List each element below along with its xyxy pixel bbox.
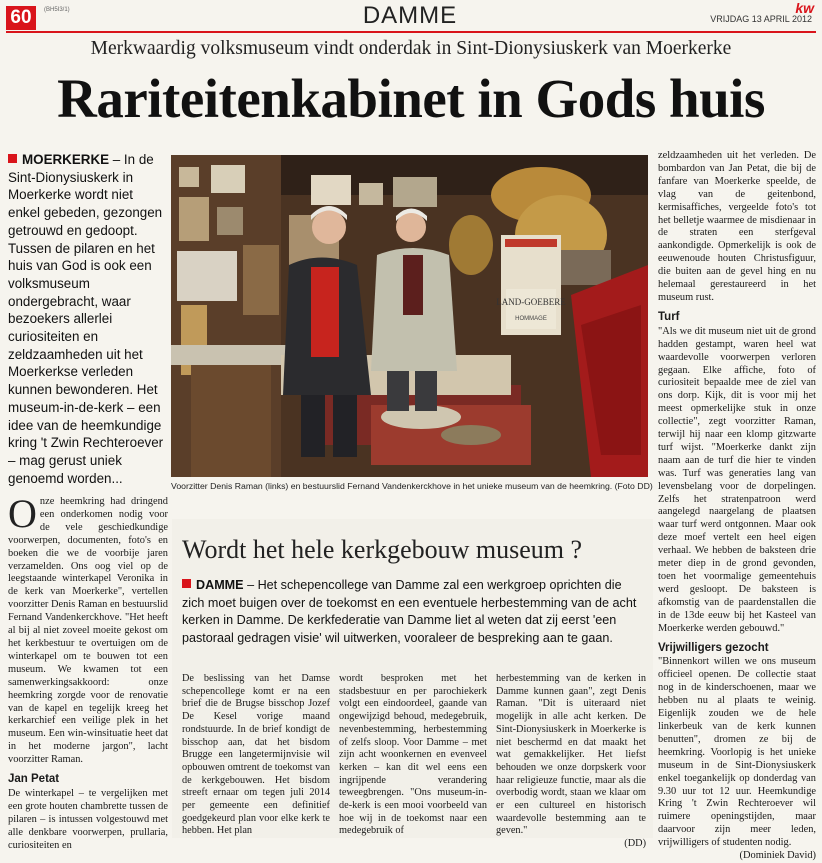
article-left-column: [8, 491, 168, 852]
page-number: 60: [6, 6, 36, 30]
subhead-vrijwilligers: Vrijwilligers gezocht: [658, 641, 769, 654]
poster-land-goebere: LAND-GOEBERE: [496, 297, 566, 307]
header-rule: [6, 31, 816, 33]
box-column-3: [496, 673, 646, 851]
box-title: Wordt het hele kerkgebouw museum ?: [182, 535, 583, 564]
box-lead: [182, 577, 644, 647]
box-byline: (DD): [624, 838, 646, 850]
section-title: DAMME: [362, 2, 458, 29]
issue-date: VRIJDAG 13 APRIL 2012: [710, 14, 812, 24]
box-lead-text: – Het schepencollege van Damme zal een werkgroep oprichten die zich moet buigen over de toekomst en een eventuele herbestemming van de acht kerken in Damme. De kerkfederatie van Damme liet al weten dat zij eerst 'een pastoraal gedragen visie' wil uitwerken, vooraleer de bespreking aan te gaan.: [182, 578, 637, 645]
box-column-1: De beslissing van het Damse schepencollege komt er na een brief die de Brugse bisschop Jozef De Kesel vorige maand rondstuurde. In de brief kondigt de bisschop aan, dat het bisdom Brugge een langetermijnvisie wil opbouwen omtrent de toekomst van de kerkgebouwen. Het bisdom streeft ernaar om tegen juli 2014 per gemeente een definitief goedgekeurd plan voor elke kerk te hebben. Het plan: [182, 673, 330, 837]
box-lead-location: DAMME: [196, 578, 244, 592]
red-square-icon: [8, 154, 17, 163]
drop-cap: O: [8, 491, 37, 536]
red-square-icon: [182, 579, 191, 588]
photo-illustration: [171, 155, 648, 477]
article-headline: Rariteitenkabinet in Gods huis: [57, 68, 765, 129]
right-paragraph-2: "Als we dit museum niet uit de grond hadden gestampt, waren heel wat waardevolle voorwerpen verloren gegaan. Elke affiche, foto of curiositeit bepaalde mee de ziel van ons dorp. Kijk, dit is voor mij het meest opmerkelijke stuk in onze collectie", zegt voorzitter Raman, terwijl hij naar een klomp gitzwarte turf wijst. "Moerkerke dankt zijn naam aan de turf die hier te vinden was. Turf was generaties lang van levensbelang voor de dorpelingen. Zelfs het stratenpatroon werd aangelegd naargelang de plaatsen waar turf werd ontgonnen. Maar ook deze moef vertelt een heel eigen verhaal. We hebben de baksteen drie meter diep in de grond gevonden, toen het voormalige gemeentehuis werd gesloopt. De baksteen is afkomstig van de paardenstallen die in de 13de eeuw bij het Kasteel van Moerkerke werden gebouwd.": [658, 325, 816, 634]
left-paragraph-1: [8, 491, 168, 767]
box-column-2: wordt besproken met het stadsbestuur en per parochiekerk volgt een eindoordeel, gaande van ongewijzigd behoud, medegebruik, nevenbestemming, herbestemming of zelfs sloop. Voor Damme – met zijn acht woonkernen en evenveel kerken – kan dit wel eens een ingrijpende verandering teweegbrengen. "Ons museum-in-de-kerk is een mooi voorbeeld van hoe wij in de toekomst naar een medegebruik of: [339, 673, 487, 837]
lead-location: MOERKERKE: [22, 152, 110, 167]
right-paragraph-3: "Binnenkort willen we ons museum officieel openen. De collectie staat nog in de kinderschoenen, maar we hebben nu al plaats te weinig. Eigenlijk zouden we de hele linkerbeuk van de kerk kunnen benutten", dromen ze bij de heemkring. Voorlopig is het unieke museum in de Sint-Dionysiuskerk enkel toegankelijk op donderdag van 9.30 uur tot 12 uur. Heemkundige Kring 't Zwin Rechteroever wil ruimere openingstijden, maar daarvoor zijn meer leden, vrijwilligers of studenten nodig.: [658, 656, 816, 849]
left-paragraph-2: De winterkapel – te vergelijken met een grote houten chambrette tussen de pilaren – is intussen volgestouwd met alle denkbare voorwerpen, prullaria, curiositeiten en: [8, 787, 168, 851]
box-column-3-text: herbestemming van de kerken in Damme kunnen gaan", zegt Denis Raman. "Dit is uiteraard niet mogelijk in alle acht kerken. De Sint-Dionysiuskerk in Moerkerke is niet beschermd en dat maakt het wat gemakkelijker. Het liefst behouden we onze dorpskerk voor haar religieuze functie, maar als die overbodig wordt, staan we klaar om er een cultureel en historisch waardevolle bestemming aan te geven.": [496, 673, 646, 837]
kw-logo: kw: [795, 0, 814, 16]
photo-caption: Voorzitter Denis Raman (links) en bestuurslid Fernand Vandenkerckhove in het unieke museum van de heemkring. (Foto DD): [171, 481, 653, 491]
article-byline: (Dominiek David): [739, 850, 816, 862]
subhead-jan-petat: Jan Petat: [8, 773, 60, 786]
subhead-turf: Turf: [658, 310, 680, 323]
article-kicker: Merkwaardig volksmuseum vindt onderdak in Sint-Dionysiuskerk van Moerkerke: [90, 38, 732, 59]
print-code: (BH5I3/1): [44, 7, 70, 13]
right-paragraph-1: zeldzaamheden uit het verleden. De bombardon van Jan Petat, die bij de fanfare van Moerkerke speelde, de vlag van de geitenbond, kermisaffiches, vergeelde foto's tot het belletje waarmee de misdienaar in de straten een sterfgeval aankondigde. Opmerkelijk is ook de eeuwenoude houten Christusfiguur, die buiten aan de gevel hing en nu helemaal gerestaureerd in het museum rust.: [658, 150, 816, 303]
left-paragraph-1-text: nze heemkring had dringend een onderkomen nodig voor de vele geschiedkundige voorwerpen, documenten, foto's en boeken die we de voorbije jaren verzamelden. Ons oog viel op de leegstaande winterkapel Veronika in de kerk van Moerkerke", vertellen voorzitter Denis Raman en bestuurslid Fernand Vandenkerckhove. "Het heeft al bij al niet zoveel moeite gekost om het kerkbestuur te overtuigen om de winterkapel om te bouwen tot een museum. We kwamen tot een samenwerkingsakkoord: onze heemkring zorgde voor de renovatie van de kapel en tegelijk kreeg het kerkarchief een veilige plek in het museum. Een win-winsituatie heet dat in het moderne jargon", lacht voorzitter Raman.: [8, 496, 168, 766]
museum-photo: [171, 155, 648, 477]
poster-hommage: HOMMAGE: [515, 316, 547, 322]
article-lead: [8, 151, 164, 487]
article-right-column: [658, 150, 816, 863]
sidebar-story-box: [172, 519, 653, 850]
lead-text: – In de Sint-Dionysiuskerk in Moerkerke wordt niet enkel gebeden, gezongen getrouwd en gedoopt. Tussen de pilaren en het huis van God is ook een volksmuseum ondergebracht, waar bezoekers allerlei curiositeiten en zeldzaamheden uit het Moerkerkse verleden kunnen bewonderen. Het museum-in-de-kerk – een idee van de heemkundige kring 't Zwin Rechteroever – mag gerust uniek genoemd worden...: [8, 152, 164, 486]
